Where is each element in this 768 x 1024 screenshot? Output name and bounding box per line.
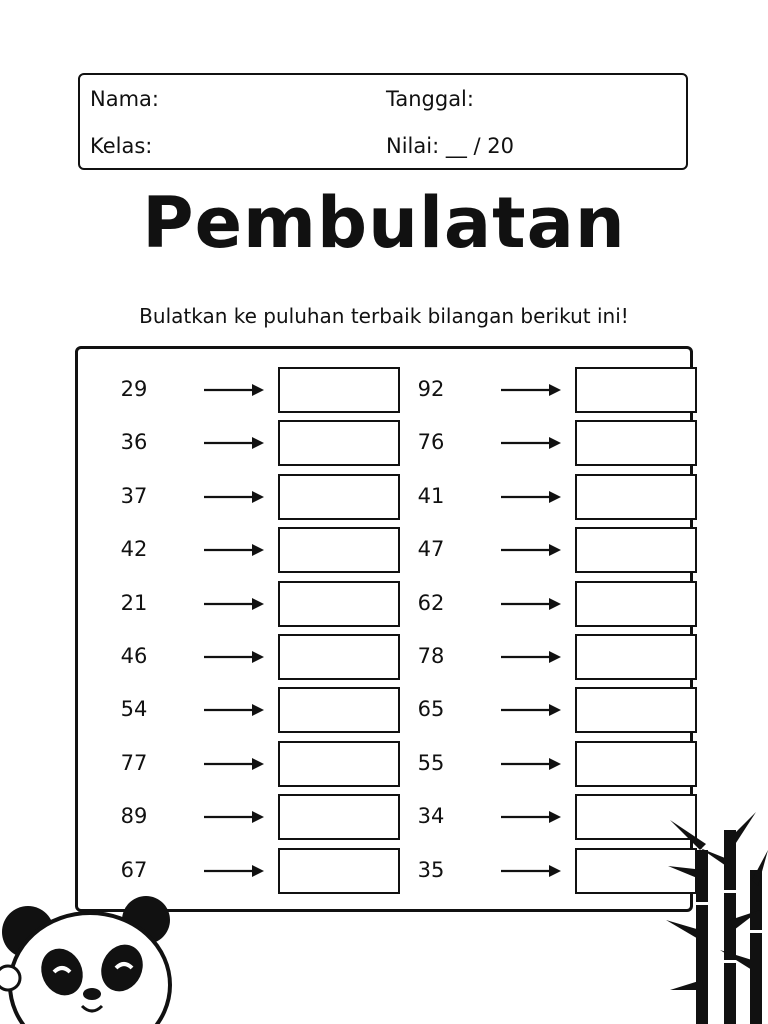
number-to-round: 76 [417, 430, 445, 455]
answer-box[interactable] [575, 420, 697, 466]
number-to-round: 55 [417, 750, 445, 775]
number-to-round: 21 [120, 590, 148, 615]
answer-box[interactable] [575, 687, 697, 733]
exercise-item [401, 420, 701, 466]
number-to-round: 37 [120, 483, 148, 508]
exercise-item [104, 687, 404, 733]
arrow-right-icon [204, 538, 264, 562]
bamboo-illustration [660, 810, 768, 1024]
number-to-round: 77 [120, 750, 148, 775]
exercise-item [104, 794, 404, 840]
number-to-round: 41 [417, 483, 445, 508]
exercise-item [104, 420, 404, 466]
exercise-item [104, 367, 404, 413]
answer-box[interactable] [575, 741, 697, 787]
answer-box[interactable] [278, 420, 400, 466]
answer-box[interactable] [278, 848, 400, 894]
answer-box[interactable] [278, 741, 400, 787]
name-label: Nama: [90, 87, 159, 111]
arrow-right-icon [501, 378, 561, 402]
worksheet-title: Pembulatan [142, 182, 626, 264]
arrow-right-icon [204, 645, 264, 669]
arrow-right-icon [501, 431, 561, 455]
answer-box[interactable] [278, 474, 400, 520]
exercise-item [401, 848, 701, 894]
student-info-box [78, 73, 688, 170]
number-to-round: 35 [417, 857, 445, 882]
number-to-round: 65 [417, 697, 445, 722]
answer-box[interactable] [278, 794, 400, 840]
panda-illustration [0, 890, 180, 1024]
answer-box[interactable] [575, 581, 697, 627]
number-to-round: 46 [120, 644, 148, 668]
exercise-item [401, 527, 701, 573]
exercise-item [401, 634, 701, 680]
exercise-item [401, 741, 701, 787]
number-to-round: 89 [120, 804, 148, 829]
arrow-right-icon [501, 805, 561, 829]
arrow-right-icon [204, 859, 264, 883]
exercise-item [401, 474, 701, 520]
arrow-right-icon [501, 645, 561, 669]
arrow-right-icon [204, 805, 264, 829]
class-label: Kelas: [90, 134, 153, 158]
arrow-right-icon [204, 378, 264, 402]
number-to-round: 67 [120, 857, 148, 882]
answer-box[interactable] [278, 634, 400, 680]
arrow-right-icon [501, 485, 561, 509]
number-to-round: 62 [417, 590, 445, 615]
answer-box[interactable] [278, 367, 400, 413]
exercise-item [401, 794, 701, 840]
number-to-round: 36 [120, 430, 148, 455]
exercise-item [104, 527, 404, 573]
arrow-right-icon [501, 538, 561, 562]
arrow-right-icon [204, 485, 264, 509]
exercise-item [104, 848, 404, 894]
number-to-round: 34 [417, 804, 445, 829]
arrow-right-icon [501, 859, 561, 883]
arrow-right-icon [501, 592, 561, 616]
number-to-round: 42 [120, 537, 148, 562]
number-to-round: 29 [120, 377, 148, 401]
answer-box[interactable] [575, 367, 697, 413]
arrow-right-icon [204, 431, 264, 455]
exercise-item [104, 634, 404, 680]
score-label: Nilai: __ / 20 [386, 134, 514, 158]
answer-box[interactable] [278, 687, 400, 733]
exercise-item [104, 741, 404, 787]
number-to-round: 78 [417, 644, 445, 668]
number-to-round: 92 [417, 377, 445, 401]
exercise-item [401, 687, 701, 733]
arrow-right-icon [204, 698, 264, 722]
exercise-item [401, 367, 701, 413]
number-to-round: 47 [417, 537, 445, 562]
instruction-text: Bulatkan ke puluhan terbaik bilangan berikut ini! [139, 304, 629, 328]
arrow-right-icon [501, 752, 561, 776]
answer-box[interactable] [575, 527, 697, 573]
answer-box[interactable] [278, 527, 400, 573]
arrow-right-icon [501, 698, 561, 722]
arrow-right-icon [204, 752, 264, 776]
exercise-item [104, 474, 404, 520]
date-label: Tanggal: [386, 87, 474, 111]
answer-box[interactable] [575, 474, 697, 520]
number-to-round: 54 [120, 697, 148, 722]
exercise-item [104, 581, 404, 627]
arrow-right-icon [204, 592, 264, 616]
answer-box[interactable] [278, 581, 400, 627]
exercise-item [401, 581, 701, 627]
answer-box[interactable] [575, 634, 697, 680]
